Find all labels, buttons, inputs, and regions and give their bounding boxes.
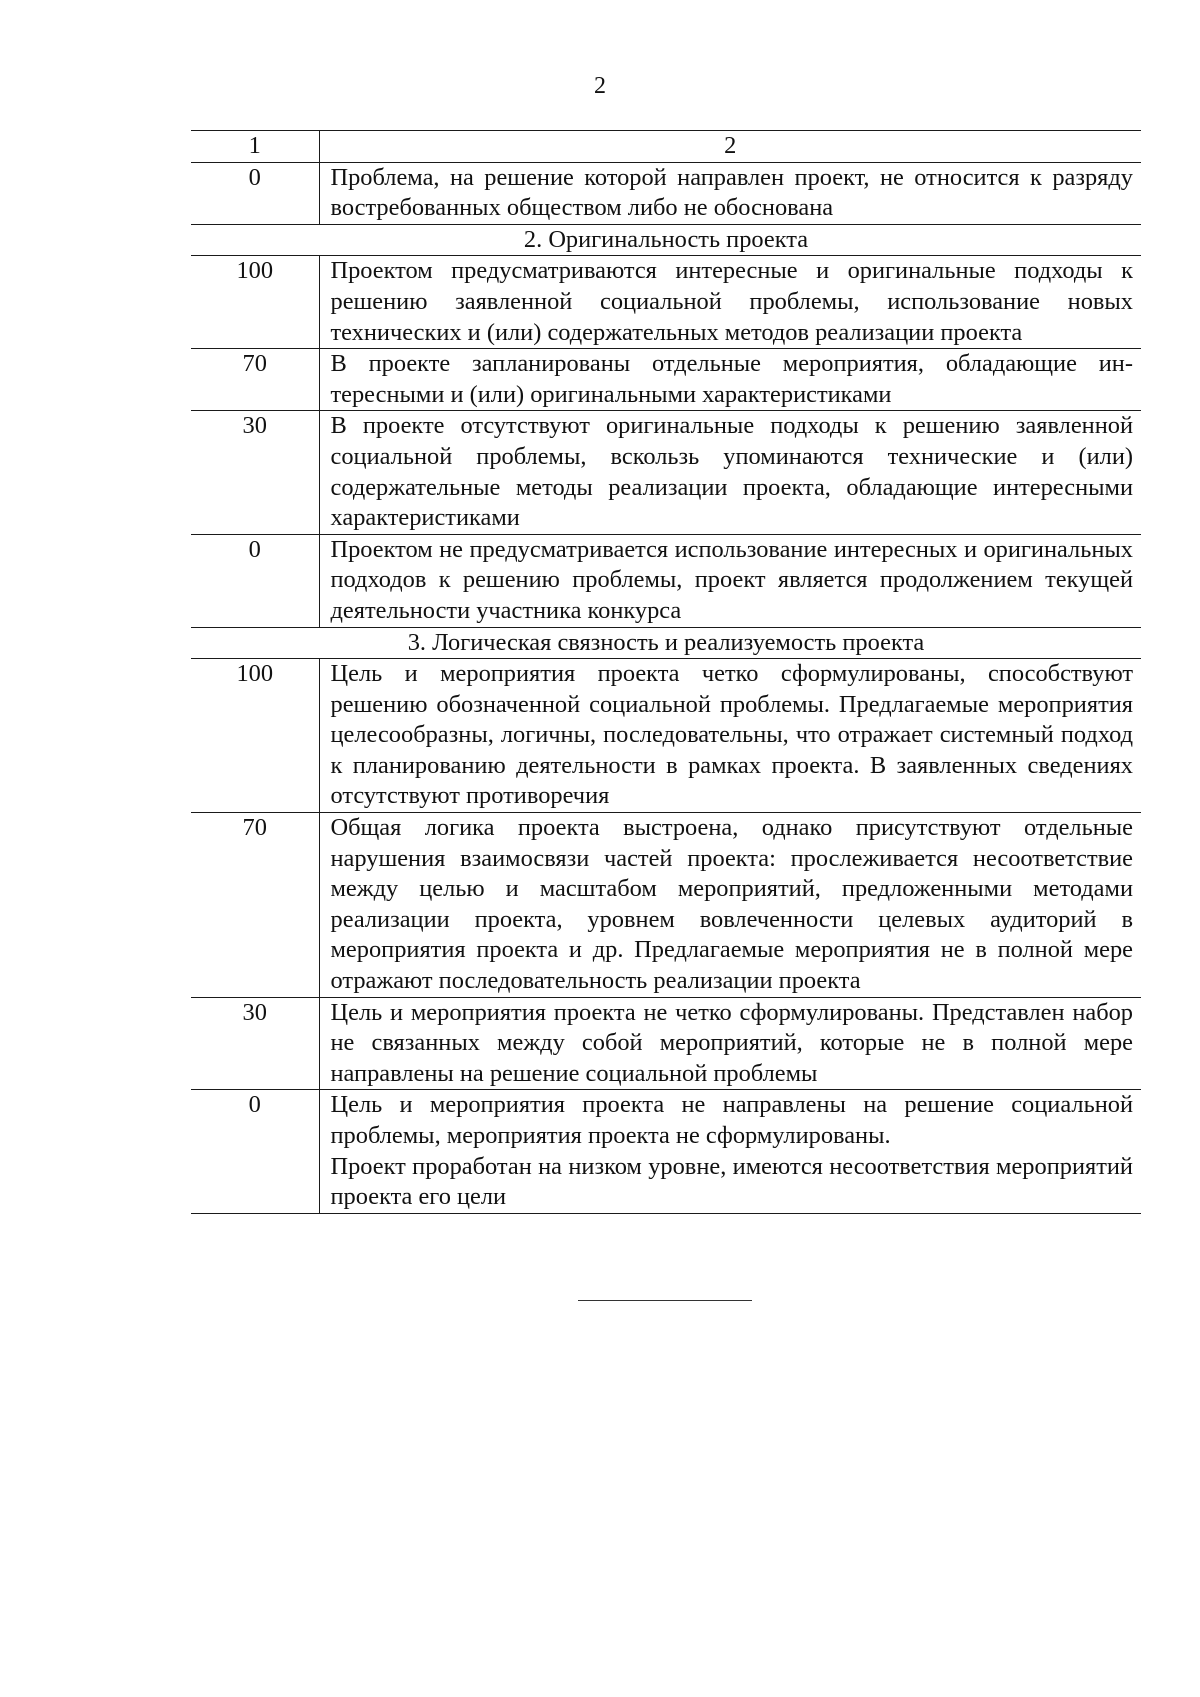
description-paragraph: В проекте запланированы отдельные мероприятия, обладающие интересными и (или) оригинальными характеристиками [330, 350, 1133, 408]
section-row [191, 627, 1141, 659]
column-number-1: 1 [191, 131, 319, 163]
score-cell: 100 [191, 256, 319, 349]
criterion-description [319, 162, 1141, 224]
column-number-2: 2 [319, 131, 1141, 163]
criterion-description [319, 349, 1141, 411]
criterion-description [319, 534, 1141, 627]
table-row [191, 1090, 1141, 1213]
description-paragraph: Общая логика проекта выстроена, однако присутствуют отдельные нарушения взаимосвязи частей проекта: прослеживается несоответствие между целью и масштабом мероприятий, предложенными методами реализации проекта, уровнем вовлеченности целевых аудиторий в мероприятия проекта и др. Предлагаемые мероприятия не в полной мере отражают последовательность реализации проекта [330, 814, 1133, 995]
table-row [191, 659, 1141, 813]
score-cell: 0 [191, 534, 319, 627]
table-row [191, 411, 1141, 534]
score-cell: 70 [191, 813, 319, 998]
criterion-description [319, 411, 1141, 534]
description-paragraph: Проект проработан на низком уровне, имеются несоответствия мероприятий проекта его цели [330, 1152, 1133, 1211]
score-cell: 0 [191, 1090, 319, 1213]
score-cell: 100 [191, 659, 319, 813]
description-paragraph: Цель и мероприятия проекта четко сформулированы, способствуют решению обозначенной социальной проблемы. Предлагаемые мероприятия целесообразны, логичны, последовательны, что отражает системный подход к планированию деятельности в рамках проекта. В заявленных сведениях отсутствуют противоречия [330, 660, 1133, 810]
score-cell: 0 [191, 162, 319, 224]
page-number: 2 [594, 73, 606, 99]
score-cell: 30 [191, 411, 319, 534]
table-row [191, 997, 1141, 1090]
section-heading: 2. Оригинальность проекта [191, 224, 1141, 256]
table-row [191, 813, 1141, 998]
score-cell: 70 [191, 349, 319, 411]
criterion-description [319, 1090, 1141, 1213]
description-paragraph: Проблема, на решение которой направлен проект, не относится к разряду востребованных обществом либо не обоснована [330, 163, 1133, 222]
criterion-description [319, 997, 1141, 1090]
section-heading: 3. Логическая связность и реализуемость проекта [191, 627, 1141, 659]
table-row [191, 162, 1141, 224]
table-row [191, 349, 1141, 411]
description-paragraph: Проектом не предусматривается использование интересных и оригинальных подходов к решению проблемы, проект является продолжением текущей деятельности участника конкурса [330, 535, 1133, 624]
criterion-description [319, 659, 1141, 813]
score-cell: 30 [191, 997, 319, 1090]
description-paragraph: Цель и мероприятия проекта не четко сформулированы. Представлен набор не связанных между собой мероприятий, которые не в полной мере направлены на решение социальной проблемы [330, 998, 1133, 1087]
closing-divider [578, 1300, 752, 1301]
criterion-description [319, 256, 1141, 349]
table-header-row [191, 131, 1141, 163]
table-row [191, 256, 1141, 349]
evaluation-criteria-table [191, 130, 1141, 1214]
description-paragraph: Проектом предусматриваются интересные и оригинальные подходы к решению заявленной социальной проблемы, использование новых технических и (или) содержательных методов реализации проекта [330, 257, 1133, 346]
table-row [191, 534, 1141, 627]
description-paragraph: В проекте отсутствуют оригинальные подходы к решению заявленной социальной проблемы, вскользь упоминаются технические и (или) содержательные методы реализации проекта, обладающие интересными характеристиками [330, 412, 1133, 532]
section-row [191, 224, 1141, 256]
criterion-description [319, 813, 1141, 998]
description-paragraph: Цель и мероприятия проекта не направлены на решение социальной проблемы, мероприятия проекта не сформулированы. [330, 1091, 1133, 1149]
